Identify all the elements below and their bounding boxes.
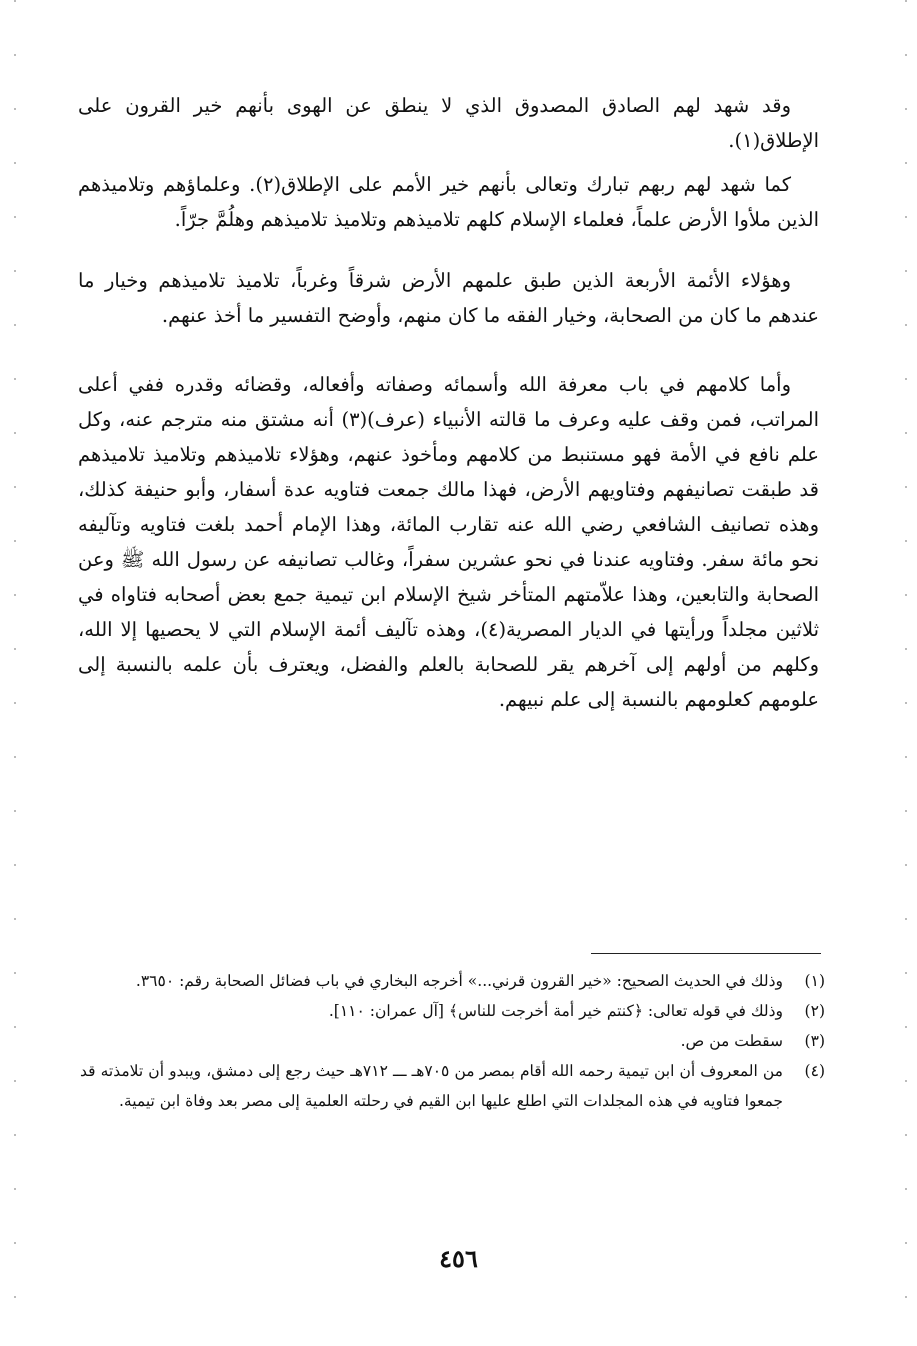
footnote-number: (٤) — [804, 1062, 825, 1080]
footnote-text: وذلك في الحديث الصحيح: «خير القرون قرني...» أخرجه البخاري في باب فضائل الصحابة رقم: ٣٦٥٠. — [135, 972, 783, 990]
paragraph-3: وهؤلاء الأئمة الأربعة الذين طبق علمهم الأرض شرقاً وغرباً، تلاميذ تلاميذهم وخيار ما عندهم ما كان من الصحابة، وخيار الفقه ما كان منهم، وأوضح التفسير ما أخذ عنهم. — [78, 269, 819, 327]
footnote-1 — [80, 966, 825, 996]
footnote-number: (٣) — [804, 1032, 825, 1050]
right-margin-dots — [905, 0, 907, 1346]
main-text — [78, 88, 819, 717]
footnote-number: (١) — [804, 972, 825, 990]
footnote-2 — [80, 996, 825, 1026]
paragraph-2: كما شهد لهم ربهم تبارك وتعالى بأنهم خير الأمم على الإطلاق(٢). وعلماؤهم وتلاميذهم الذين ملأوا الأرض علماً، فعلماء الإسلام كلهم تلاميذهم وتلاميذ تلاميذهم وهلُمَّ جرّاً. — [78, 173, 819, 231]
footnote-separator — [591, 953, 821, 954]
left-margin-dots — [14, 0, 16, 1346]
footnote-number: (٢) — [804, 1002, 825, 1020]
footnote-3 — [80, 1026, 825, 1056]
footnote-text: سقطت من ص. — [680, 1032, 783, 1050]
paragraph-1: وقد شهد لهم الصادق المصدوق الذي لا ينطق عن الهوى بأنهم خير القرون على الإطلاق(١). — [78, 94, 819, 152]
page-number: ٤٥٦ — [439, 1244, 478, 1273]
footnote-4 — [80, 1056, 825, 1116]
footnotes — [80, 966, 825, 1116]
paragraph-4: وأما كلامهم في باب معرفة الله وأسمائه وصفاته وأفعاله، وقضائه وقدره ففي أعلى المراتب، فمن وقف عليه وعرف ما قالته الأنبياء (عرف)(٣) أنه مشتق منه مترجم عنه، وكل علم نافع في الأمة فهو مستنبط من كلامهم ومأخوذ عنهم، وهؤلاء تلاميذهم وتلاميذ تلاميذهم قد طبقت تصانيفهم وفتاويهم الأرض، فهذا مالك جمعت فتاويه عدة أسفار، وأبو حنيفة كذلك، وهذه تصانيف الشافعي رضي الله عنه تقارب المائة، وهذا الإمام أحمد بلغت فتاويه وتآليفه نحو مائة سفر. وفتاويه عندنا في نحو عشرين سفراً، وغالب تصانيفه عن رسول الله ﷺ وعن الصحابة والتابعين، وهذا علاّمتهم المتأخر شيخ الإسلام ابن تيمية جمع بعض أصحابه فتاواه في ثلاثين مجلداً ورأيتها في الديار المصرية(٤)، وهذه تآليف أئمة الإسلام التي لا يحصيها إلا الله، وكلهم من أولهم إلى آخرهم يقر للصحابة بالعلم والفضل، ويعترف بأن علمه بالنسبة إلى علومهم كعلومهم بالنسبة إلى علم نبيهم. — [78, 373, 820, 711]
footnote-text: من المعروف أن ابن تيمية رحمه الله أقام بمصر من ٧٠٥هـ ـــ ٧١٢هـ حيث رجع إلى دمشق، ويبدو أن تلامذته قد جمعوا فتاويه في هذه المجلدات التي اطلع عليها ابن القيم في رحلته العلمية إلى مصر بعد وفاة ابن تيمية. — [80, 1062, 783, 1110]
footnote-text: وذلك في قوله تعالى: ﴿كنتم خير أمة أخرجت للناس﴾ [آل عمران: ١١٠]. — [328, 1002, 783, 1020]
